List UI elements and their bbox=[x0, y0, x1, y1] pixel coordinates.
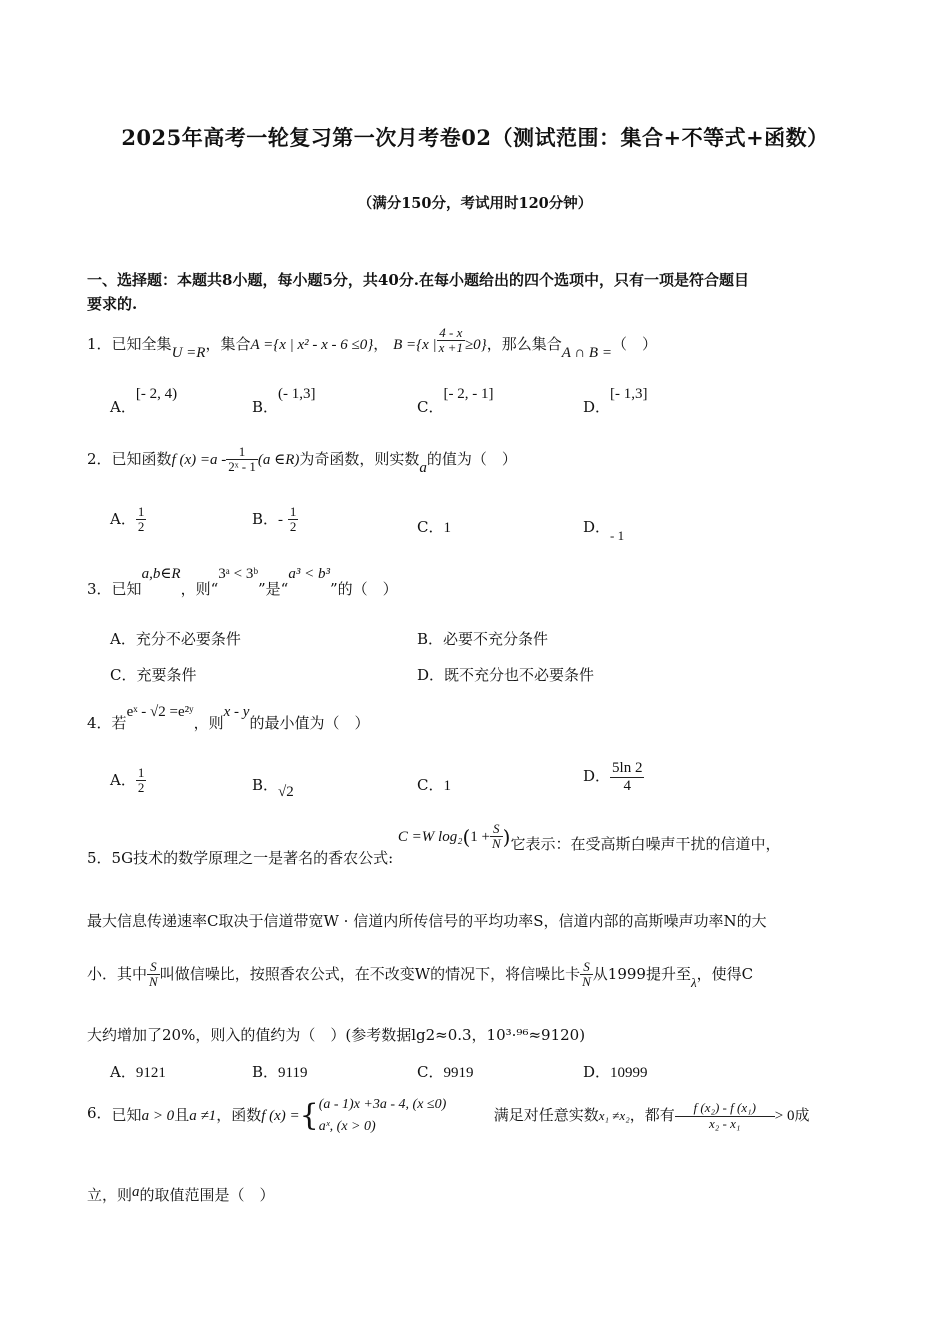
q2-option-d[interactable] bbox=[583, 516, 625, 543]
q3-option-c[interactable] bbox=[110, 664, 197, 685]
q3-option-a[interactable] bbox=[110, 628, 241, 649]
option-value: 9119 bbox=[278, 1065, 308, 1081]
option-label: D． bbox=[417, 666, 445, 684]
q2-f-frac bbox=[226, 445, 258, 475]
q1-option-a[interactable] bbox=[110, 382, 178, 416]
frac-den: N bbox=[582, 974, 591, 990]
frac-den: 2 bbox=[137, 519, 145, 535]
q1-text3: ， bbox=[373, 334, 389, 353]
q1-setB-post: ≥0} bbox=[464, 336, 487, 353]
option-value: √2 bbox=[278, 784, 294, 800]
q6-text3: ，函数 bbox=[216, 1106, 262, 1124]
frac-den: 2 bbox=[289, 519, 297, 535]
q4-option-c[interactable] bbox=[417, 774, 451, 795]
q4-eq: eˣ - √2 =e²ʸ bbox=[126, 704, 194, 720]
exam-subtitle: （满分150分，考试用时120分钟） bbox=[357, 195, 593, 212]
frac-den: 4 bbox=[623, 777, 631, 794]
q2-text2: 为奇函数，则实数 bbox=[299, 449, 420, 468]
option-frac bbox=[136, 766, 147, 796]
q6-cases bbox=[319, 1094, 494, 1138]
option-label: A． bbox=[110, 509, 136, 528]
option-value: 9121 bbox=[135, 1065, 166, 1081]
q4-text1: 若 bbox=[111, 714, 127, 732]
q4-option-d[interactable] bbox=[583, 760, 644, 794]
option-label: C． bbox=[110, 666, 137, 684]
q6-line2-b: 的取值范围是（ ） bbox=[139, 1186, 275, 1204]
option-value: 既不充分也不必要条件 bbox=[444, 666, 595, 684]
q5-number: 5． bbox=[87, 848, 112, 867]
q3-number: 3． bbox=[87, 580, 112, 598]
q2-f-den: 2ˣ - 1 bbox=[228, 459, 256, 475]
option-value: 充分不必要条件 bbox=[135, 630, 241, 648]
q1-number: 1． bbox=[87, 334, 112, 353]
q5-line3-c: 从1999提升至 bbox=[592, 964, 691, 983]
q5-line3-d: ，使得C bbox=[696, 964, 754, 983]
q5-formula-frac bbox=[490, 822, 503, 852]
q3-text3: ”是“ bbox=[257, 580, 289, 598]
q5-formula-den: N bbox=[491, 836, 501, 852]
q5-formula-one: 1 + bbox=[470, 828, 490, 845]
q1-bracket: （ ） bbox=[611, 334, 657, 353]
q3-option-d[interactable] bbox=[417, 664, 594, 685]
q2-f-post: (a ∈R) bbox=[257, 451, 300, 468]
q5-formula-lparen: ( bbox=[462, 824, 471, 849]
q5-option-a[interactable] bbox=[110, 1061, 166, 1082]
q6-ineq-frac bbox=[675, 1101, 775, 1131]
question-1 bbox=[87, 325, 657, 361]
q6-ineq-post: > 0 bbox=[774, 1108, 795, 1124]
section-header-line1: 一、选择题：本题共8小题，每小题5分，共40分.在每小题给出的四个选项中，只有一项是符合题目 bbox=[87, 271, 749, 289]
q6-line2-a: 立，则 bbox=[87, 1186, 133, 1204]
option-sign: - bbox=[278, 511, 284, 528]
q6-xs: x₁ ≠x₂ bbox=[598, 1108, 630, 1123]
q2-f-pre: f (x) =a - bbox=[171, 451, 227, 468]
q6-case2: aˣ, (x > 0) bbox=[318, 1119, 376, 1134]
q2-text1: 已知函数 bbox=[111, 449, 172, 468]
section-header-line2: 要求的. bbox=[87, 295, 138, 313]
q4-option-a[interactable] bbox=[110, 766, 146, 796]
q6-text1: 已知 bbox=[111, 1106, 142, 1124]
q6-c1: a > 0 bbox=[141, 1108, 175, 1124]
q5-line3-a: 小．其中 bbox=[87, 964, 148, 983]
q1-setA: A ={x | x² - x - 6 ≤0} bbox=[250, 336, 374, 353]
q5-lambda: λ bbox=[690, 974, 697, 990]
option-value: - 1 bbox=[610, 528, 625, 543]
option-label: B． bbox=[252, 1063, 279, 1081]
q5-text1: 5G技术的数学原理之一是著名的香农公式: bbox=[111, 848, 394, 867]
q5-option-b[interactable] bbox=[252, 1061, 307, 1082]
option-frac bbox=[610, 760, 644, 794]
q5-formula-num: S bbox=[490, 822, 503, 837]
q6-text6: 成 bbox=[794, 1106, 810, 1124]
q1-setB-frac bbox=[437, 326, 465, 356]
option-label: B． bbox=[252, 776, 279, 794]
option-frac bbox=[136, 505, 147, 535]
q1-option-d[interactable] bbox=[583, 382, 648, 416]
q3-q: a³ < b³ bbox=[288, 566, 330, 582]
option-label: D． bbox=[583, 1063, 611, 1081]
q4-text2: ，则 bbox=[193, 714, 224, 732]
q3-text1: 已知 bbox=[111, 580, 142, 598]
q2-text3: 的值为（ ） bbox=[426, 449, 517, 468]
q4-text3: 的最小值为（ ） bbox=[249, 714, 370, 732]
q3-text2: ，则“ bbox=[180, 580, 219, 598]
q3-text4: ”的（ ） bbox=[329, 580, 398, 598]
q6-number: 6． bbox=[87, 1104, 112, 1122]
q3-p: 3ᵃ < 3ᵇ bbox=[218, 566, 258, 582]
q1-setB-pre: B ={x | bbox=[393, 336, 437, 353]
option-value: 9919 bbox=[443, 1065, 474, 1081]
frac-num: 1 bbox=[137, 765, 145, 780]
q1-text4: ，那么集合 bbox=[486, 334, 562, 353]
option-value: 1 bbox=[443, 520, 451, 536]
q6-line2 bbox=[87, 1184, 275, 1205]
option-label: A． bbox=[110, 1063, 136, 1081]
option-value: [- 2, 4) bbox=[135, 386, 178, 402]
q1-text1: 已知全集 bbox=[111, 334, 172, 353]
q1-option-c[interactable] bbox=[417, 382, 494, 416]
q5-text2: 它表示：在受高斯白噪声干扰的信道中， bbox=[510, 834, 781, 853]
q2-option-a[interactable] bbox=[110, 505, 146, 535]
option-label: A． bbox=[110, 398, 136, 416]
option-label: B． bbox=[252, 509, 279, 528]
frac-den: 2 bbox=[137, 780, 145, 796]
q2-a: a bbox=[419, 459, 427, 476]
q6-text4: 满足对任意实数 bbox=[493, 1106, 599, 1124]
option-value: 1 bbox=[443, 778, 451, 794]
option-label: C． bbox=[417, 398, 444, 416]
option-label: C． bbox=[417, 776, 444, 794]
option-value: 10999 bbox=[610, 1065, 648, 1081]
question-6 bbox=[87, 1094, 809, 1138]
option-label: C． bbox=[417, 1063, 444, 1081]
q6-a: a bbox=[132, 1184, 140, 1200]
frac-num: S bbox=[147, 960, 160, 975]
q6-text5: ，都有 bbox=[629, 1106, 675, 1124]
q6-ineq-num: f (x₂) - f (x₁) bbox=[675, 1101, 775, 1116]
q1-setB-num: 4 - x bbox=[437, 326, 465, 341]
option-label: D． bbox=[583, 398, 611, 416]
q1-setB-den: x +1 bbox=[438, 340, 463, 356]
option-label: A． bbox=[110, 770, 136, 789]
option-value: [- 2, - 1] bbox=[443, 386, 494, 402]
question-3 bbox=[87, 562, 398, 598]
q2-f-num: 1 bbox=[226, 445, 258, 460]
q5-line3-frac bbox=[147, 960, 160, 990]
option-value: [- 1,3] bbox=[610, 386, 648, 402]
q6-f-pre: f (x) = bbox=[261, 1108, 300, 1124]
q4-expr: x - y bbox=[223, 704, 250, 720]
option-label: D． bbox=[583, 767, 611, 785]
frac-num: 1 bbox=[137, 504, 145, 519]
option-label: A． bbox=[110, 630, 136, 648]
q5-formula-pre: C =W log₂ bbox=[397, 828, 463, 845]
q1-intersection: A ∩ B = bbox=[561, 344, 612, 361]
q1-option-b[interactable] bbox=[252, 382, 316, 416]
option-value: 必要不充分条件 bbox=[443, 630, 549, 648]
q4-number: 4． bbox=[87, 714, 112, 732]
option-label: B． bbox=[417, 630, 444, 648]
q5-formula-rparen: ) bbox=[502, 824, 511, 849]
q6-c2: a ≠1 bbox=[189, 1108, 217, 1124]
option-label: B． bbox=[252, 398, 279, 416]
q6-case1: (a - 1)x +3a - 4, (x ≤0) bbox=[318, 1097, 447, 1112]
q5-option-d[interactable] bbox=[583, 1061, 648, 1082]
option-label: C． bbox=[417, 518, 444, 536]
q5-line3-frac2 bbox=[580, 960, 593, 990]
q1-universe: U =R bbox=[171, 344, 206, 361]
frac-den: N bbox=[149, 974, 158, 990]
q2-number: 2． bbox=[87, 449, 112, 468]
q2-option-b[interactable] bbox=[252, 505, 298, 535]
q4-option-b[interactable] bbox=[252, 774, 294, 800]
q5-option-c[interactable] bbox=[417, 1061, 473, 1082]
q1-text2: ，集合 bbox=[205, 334, 251, 353]
q5-line4: 大约增加了20%，则入的值约为（ ）(参考数据lg2≈0.3，10³·⁹⁶≈9120) bbox=[87, 1026, 586, 1044]
section-header bbox=[87, 268, 867, 316]
q2-option-c[interactable] bbox=[417, 516, 451, 537]
question-5 bbox=[87, 821, 781, 867]
frac-num: 1 bbox=[289, 504, 297, 519]
option-frac bbox=[288, 505, 299, 535]
option-value: 充要条件 bbox=[136, 666, 197, 684]
option-label: D． bbox=[583, 518, 611, 536]
q5-line2: 最大信息传递速率C取决于信道带宽W · 信道内所传信号的平均功率S，信道内部的高斯噪声功率N的大 bbox=[87, 912, 767, 930]
q6-ineq-den: x₂ - x₁ bbox=[709, 1115, 741, 1131]
q3-option-b[interactable] bbox=[417, 628, 548, 649]
frac-num: 5ln 2 bbox=[612, 760, 643, 776]
question-4 bbox=[87, 700, 370, 732]
q6-brace: { bbox=[299, 1098, 319, 1133]
option-value: (- 1,3] bbox=[278, 386, 316, 402]
question-2 bbox=[87, 445, 517, 475]
q6-text2: 且 bbox=[174, 1106, 190, 1124]
q3-cond: a,b∈R bbox=[141, 566, 181, 582]
q5-line3 bbox=[87, 960, 753, 990]
exam-title: 2025年高考一轮复习第一次月考卷02（测试范围：集合+不等式+函数） bbox=[121, 125, 829, 150]
frac-num: S bbox=[580, 960, 593, 975]
q5-line3-b: 叫做信噪比，按照香农公式，在不改变W的情况下，将信噪比卡 bbox=[159, 964, 581, 983]
